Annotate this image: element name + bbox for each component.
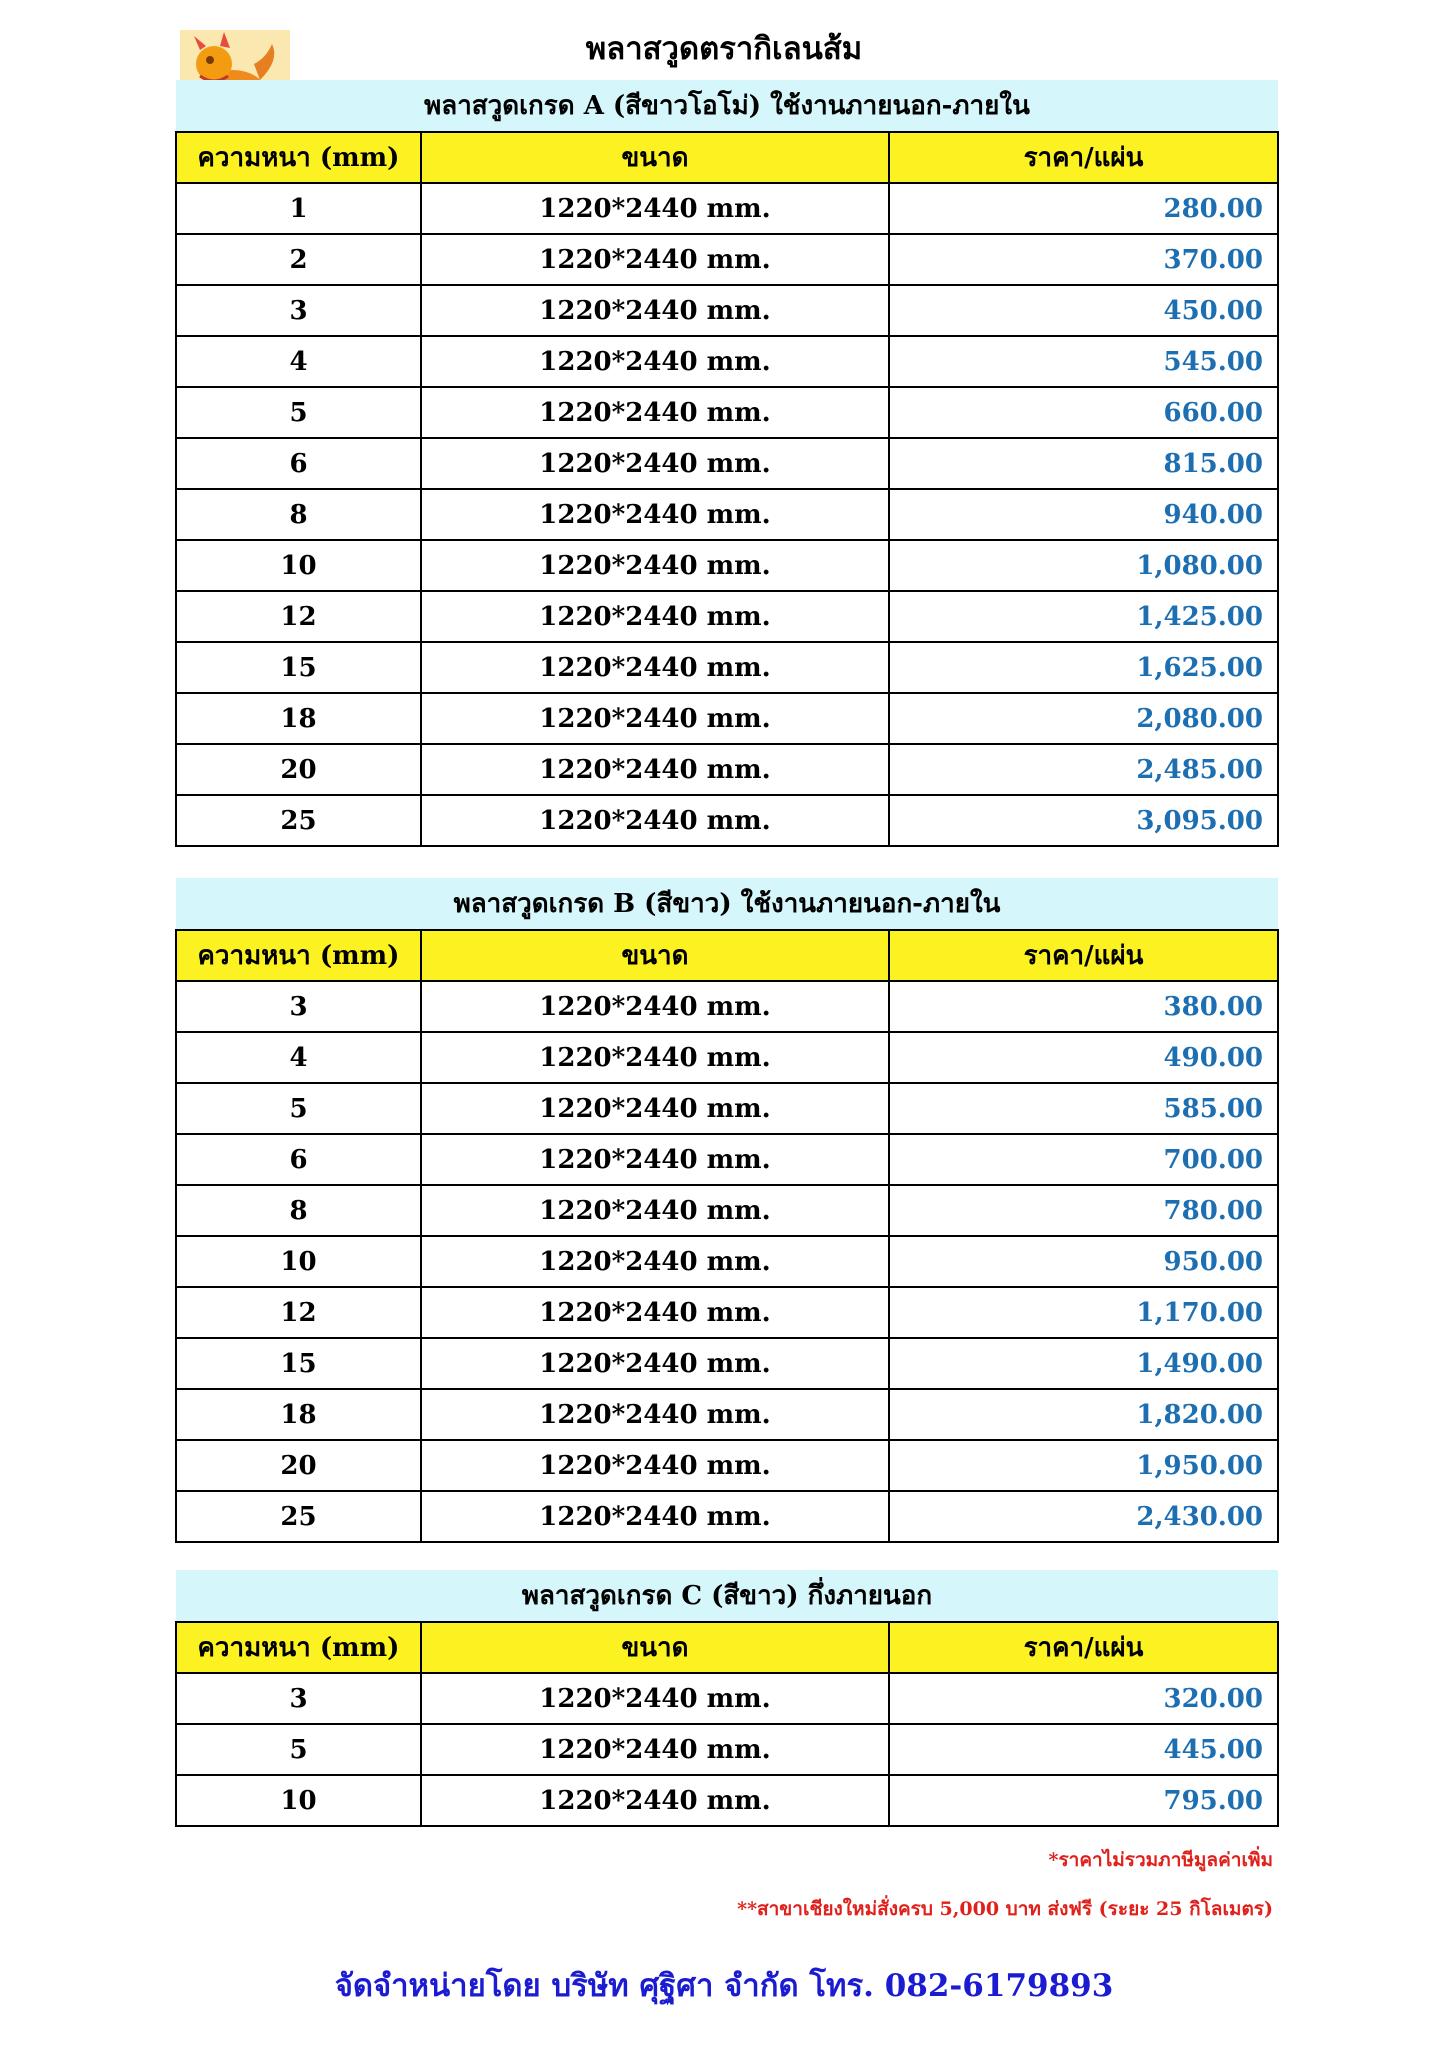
thickness-cell: 4 [176, 1032, 421, 1083]
page-title: พลาสวูดตรากิเลนส้ม [585, 31, 863, 67]
thickness-cell: 18 [176, 693, 421, 744]
price-cell: 660.00 [889, 387, 1278, 438]
table-row [176, 591, 1278, 642]
size-cell: 1220*2440 mm. [421, 1440, 889, 1491]
size-cell: 1220*2440 mm. [421, 1083, 889, 1134]
thickness-cell: 12 [176, 591, 421, 642]
table-header-row [176, 132, 1278, 183]
price-cell: 450.00 [889, 285, 1278, 336]
table-row [176, 981, 1278, 1032]
table-row [176, 234, 1278, 285]
thickness-cell: 5 [176, 1083, 421, 1134]
price-table-grade-b [175, 878, 1279, 1543]
thickness-cell: 25 [176, 1491, 421, 1542]
thickness-cell: 6 [176, 1134, 421, 1185]
table-row [176, 1440, 1278, 1491]
size-cell: 1220*2440 mm. [421, 1032, 889, 1083]
table-header-row [176, 1622, 1278, 1673]
size-cell: 1220*2440 mm. [421, 693, 889, 744]
size-cell: 1220*2440 mm. [421, 285, 889, 336]
thickness-cell: 8 [176, 489, 421, 540]
price-cell: 370.00 [889, 234, 1278, 285]
size-cell: 1220*2440 mm. [421, 387, 889, 438]
size-cell: 1220*2440 mm. [421, 1185, 889, 1236]
thickness-cell: 10 [176, 540, 421, 591]
thickness-cell: 5 [176, 1724, 421, 1775]
size-cell: 1220*2440 mm. [421, 234, 889, 285]
size-cell: 1220*2440 mm. [421, 1134, 889, 1185]
size-cell: 1220*2440 mm. [421, 1389, 889, 1440]
price-cell: 1,080.00 [889, 540, 1278, 591]
size-cell: 1220*2440 mm. [421, 642, 889, 693]
thickness-cell: 10 [176, 1775, 421, 1826]
price-cell: 280.00 [889, 183, 1278, 234]
thickness-cell: 20 [176, 1440, 421, 1491]
size-cell: 1220*2440 mm. [421, 1338, 889, 1389]
header-price: ราคา/แผ่น [889, 1622, 1278, 1673]
header-price: ราคา/แผ่น [889, 930, 1278, 981]
section-title: พลาสวูดเกรด C (สีขาว) กึ่งภายนอก [176, 1570, 1278, 1622]
table-row [176, 1673, 1278, 1724]
table-row [176, 744, 1278, 795]
price-cell: 445.00 [889, 1724, 1278, 1775]
price-cell: 1,170.00 [889, 1287, 1278, 1338]
table-row [176, 336, 1278, 387]
size-cell: 1220*2440 mm. [421, 1236, 889, 1287]
price-cell: 380.00 [889, 981, 1278, 1032]
size-cell: 1220*2440 mm. [421, 438, 889, 489]
table-row [176, 540, 1278, 591]
price-cell: 320.00 [889, 1673, 1278, 1724]
price-table-grade-a [175, 80, 1279, 847]
header-size: ขนาด [421, 930, 889, 981]
size-cell: 1220*2440 mm. [421, 1491, 889, 1542]
thickness-cell: 5 [176, 387, 421, 438]
price-cell: 940.00 [889, 489, 1278, 540]
thickness-cell: 10 [176, 1236, 421, 1287]
table-row [176, 183, 1278, 234]
thickness-cell: 3 [176, 981, 421, 1032]
size-cell: 1220*2440 mm. [421, 591, 889, 642]
table-row [176, 1134, 1278, 1185]
table-row [176, 1287, 1278, 1338]
thickness-cell: 4 [176, 336, 421, 387]
price-cell: 700.00 [889, 1134, 1278, 1185]
vat-note: *ราคาไม่รวมภาษีมูลค่าเพิ่ม [1048, 1849, 1273, 1871]
table-row [176, 1338, 1278, 1389]
header-price: ราคา/แผ่น [889, 132, 1278, 183]
header-thickness: ความหนา (mm) [176, 132, 421, 183]
section-title-row [176, 1570, 1278, 1622]
table-row [176, 693, 1278, 744]
table-row [176, 1083, 1278, 1134]
thickness-cell: 6 [176, 438, 421, 489]
thickness-cell: 15 [176, 642, 421, 693]
table-header-row [176, 930, 1278, 981]
table-row [176, 1775, 1278, 1826]
thickness-cell: 3 [176, 285, 421, 336]
price-cell: 815.00 [889, 438, 1278, 489]
price-cell: 2,080.00 [889, 693, 1278, 744]
size-cell: 1220*2440 mm. [421, 744, 889, 795]
price-cell: 3,095.00 [889, 795, 1278, 846]
header-thickness: ความหนา (mm) [176, 930, 421, 981]
distributor-contact: จัดจำหน่ายโดย บริษัท ศุฐิศา จำกัด โทร. 082-6179893 [334, 1968, 1114, 2004]
section-title: พลาสวูดเกรด A (สีขาวโอโม่) ใช้งานภายนอก-ภายใน [176, 80, 1278, 132]
section-title-row [176, 878, 1278, 930]
table-row [176, 1236, 1278, 1287]
thickness-cell: 12 [176, 1287, 421, 1338]
price-table-grade-c [175, 1570, 1279, 1827]
thickness-cell: 25 [176, 795, 421, 846]
size-cell: 1220*2440 mm. [421, 1287, 889, 1338]
table-row [176, 1389, 1278, 1440]
table-row [176, 1032, 1278, 1083]
thickness-cell: 3 [176, 1673, 421, 1724]
price-cell: 2,430.00 [889, 1491, 1278, 1542]
price-cell: 585.00 [889, 1083, 1278, 1134]
thickness-cell: 1 [176, 183, 421, 234]
table-row [176, 1185, 1278, 1236]
size-cell: 1220*2440 mm. [421, 183, 889, 234]
price-cell: 1,490.00 [889, 1338, 1278, 1389]
section-title-row [176, 80, 1278, 132]
size-cell: 1220*2440 mm. [421, 1775, 889, 1826]
thickness-cell: 18 [176, 1389, 421, 1440]
header-size: ขนาด [421, 132, 889, 183]
price-cell: 545.00 [889, 336, 1278, 387]
table-row [176, 795, 1278, 846]
table-row [176, 489, 1278, 540]
price-cell: 950.00 [889, 1236, 1278, 1287]
price-cell: 2,485.00 [889, 744, 1278, 795]
thickness-cell: 20 [176, 744, 421, 795]
table-row [176, 1491, 1278, 1542]
price-cell: 780.00 [889, 1185, 1278, 1236]
price-cell: 795.00 [889, 1775, 1278, 1826]
thickness-cell: 2 [176, 234, 421, 285]
size-cell: 1220*2440 mm. [421, 540, 889, 591]
table-row [176, 642, 1278, 693]
size-cell: 1220*2440 mm. [421, 489, 889, 540]
table-row [176, 285, 1278, 336]
price-cell: 1,950.00 [889, 1440, 1278, 1491]
table-row [176, 1724, 1278, 1775]
size-cell: 1220*2440 mm. [421, 1724, 889, 1775]
price-cell: 1,425.00 [889, 591, 1278, 642]
price-cell: 490.00 [889, 1032, 1278, 1083]
shipping-note: **สาขาเชียงใหม่สั่งครบ 5,000 บาท ส่งฟรี (ระยะ 25 กิโลเมตร) [737, 1898, 1273, 1920]
size-cell: 1220*2440 mm. [421, 336, 889, 387]
price-cell: 1,820.00 [889, 1389, 1278, 1440]
thickness-cell: 15 [176, 1338, 421, 1389]
price-cell: 1,625.00 [889, 642, 1278, 693]
header-thickness: ความหนา (mm) [176, 1622, 421, 1673]
size-cell: 1220*2440 mm. [421, 981, 889, 1032]
header-size: ขนาด [421, 1622, 889, 1673]
size-cell: 1220*2440 mm. [421, 1673, 889, 1724]
table-row [176, 387, 1278, 438]
table-row [176, 438, 1278, 489]
section-title: พลาสวูดเกรด B (สีขาว) ใช้งานภายนอก-ภายใน [176, 878, 1278, 930]
size-cell: 1220*2440 mm. [421, 795, 889, 846]
thickness-cell: 8 [176, 1185, 421, 1236]
